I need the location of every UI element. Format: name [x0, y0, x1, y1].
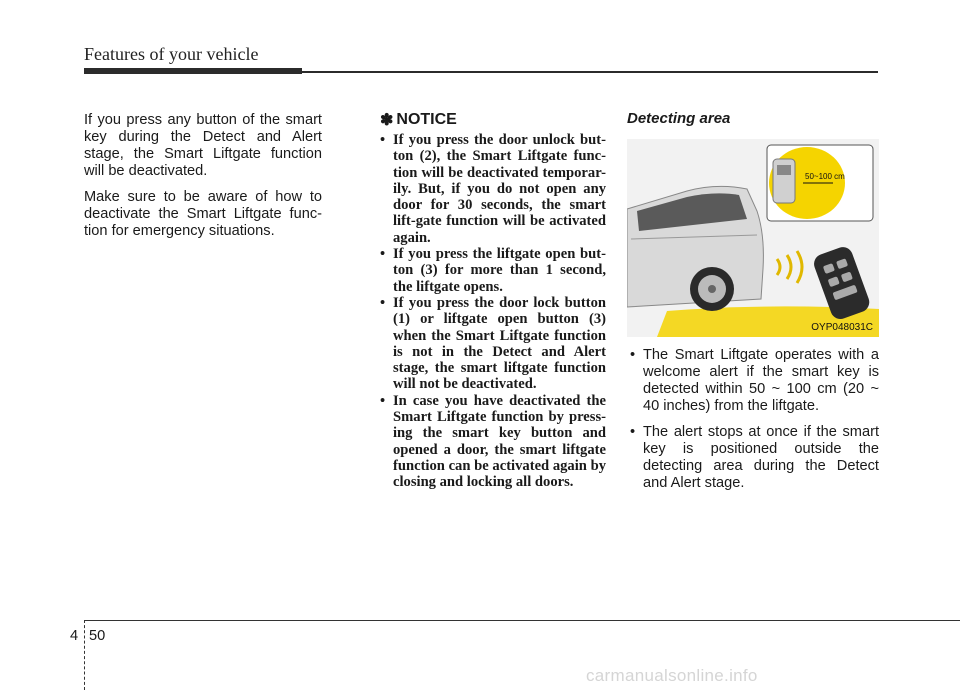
- notice-item: • If you press the door unlock but-ton (2), the Smart Liftgate func-tion will be deactivated temporar-ily. But, if you do not open any door for 30 seconds, the smart lift-gate function will be activated again.: [380, 132, 606, 246]
- watermark: carmanualsonline.info: [586, 666, 758, 685]
- figure-code: OYP048031C: [811, 322, 873, 333]
- vehicle-illustration: [627, 139, 879, 337]
- notice-list: [380, 132, 606, 491]
- range-label: 50~100 cm: [805, 172, 845, 181]
- detecting-area-section: [627, 110, 879, 501]
- bullet-item: • The alert stops at once if the smart key is positioned outside the detecting area during the Detect and Alert stage.: [627, 424, 879, 492]
- footer-divider: [84, 620, 85, 690]
- asterisk-icon: ✽: [380, 112, 394, 129]
- chapter-number: 4: [70, 628, 79, 644]
- page-header-title: Features of your vehicle: [84, 44, 259, 64]
- detecting-area-illustration: [627, 139, 879, 337]
- paragraph: Make sure to be aware of how to deactivate the Smart Liftgate func-tion for emergency situations.: [84, 189, 322, 239]
- notice-title: NOTICE: [396, 111, 457, 128]
- left-column: [84, 112, 322, 249]
- detecting-bullets: [627, 347, 879, 492]
- notice-item: • If you press the door lock button (1) or liftgate open button (3) when the Smart Liftgate function is not in the Detect and Alert stage, the smart liftgate function will not be deactivated.: [380, 295, 606, 393]
- notice-item: • If you press the liftgate open but-ton (3) for more than 1 second, the liftgate opens.: [380, 246, 606, 295]
- notice-heading: [380, 110, 606, 130]
- section-title: Detecting area: [627, 110, 731, 127]
- bullet-item: • The Smart Liftgate operates with a welcome alert if the smart key is detected within 50 ~ 100 cm (20 ~ 40 inches) from the liftgate.: [627, 347, 879, 415]
- page-number: 50: [89, 628, 106, 644]
- notice-box: [380, 110, 606, 491]
- footer-rule: [84, 620, 960, 621]
- paragraph: If you press any button of the smart key during the Detect and Alert stage, the Smart Liftgate function will be deactivated.: [84, 112, 322, 179]
- notice-item: • In case you have deactivated the Smart Liftgate function by press-ing the smart key button and opened a door, the smart liftgate function can be activated again by closing and locking all doors.: [380, 393, 606, 491]
- header-rule-thick: [84, 68, 302, 74]
